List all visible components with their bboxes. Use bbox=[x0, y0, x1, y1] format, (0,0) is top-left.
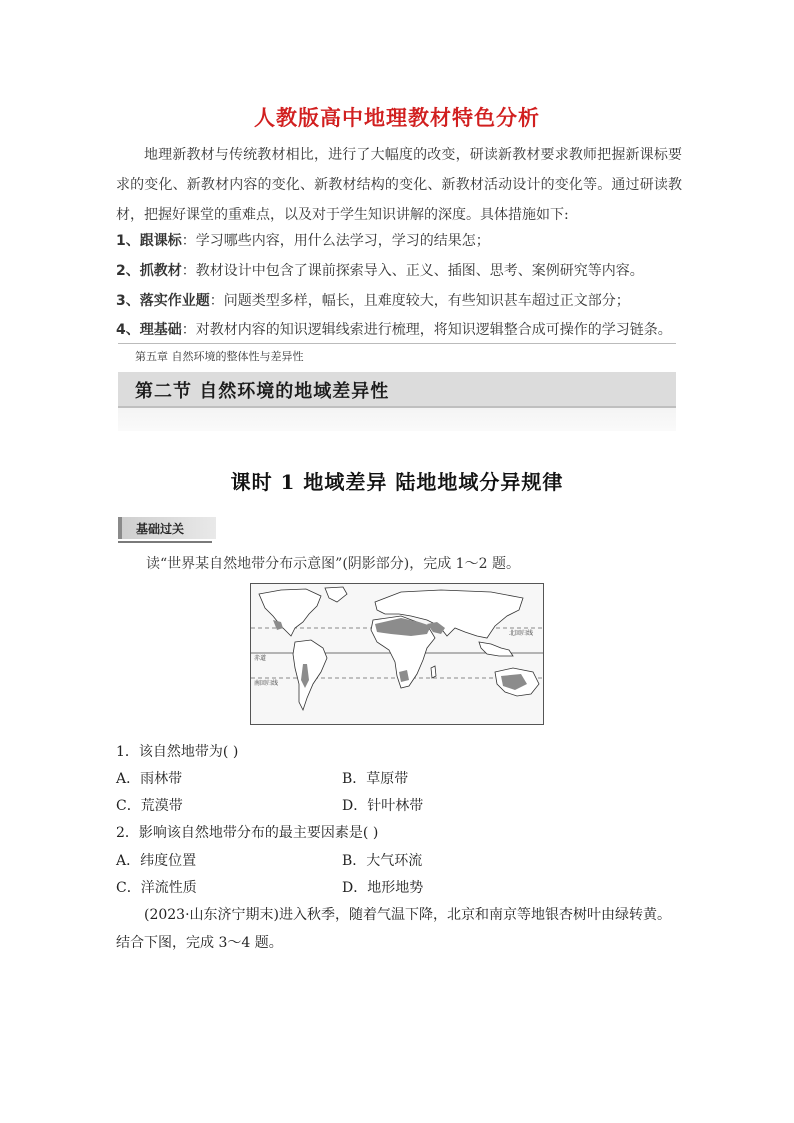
southeast-asia-shape bbox=[479, 642, 513, 656]
measure-text: ：教材设计中包含了课前探索导入、正义、插图、思考、案例研究等内容。 bbox=[181, 263, 644, 279]
option-item: D．针叶林带 bbox=[342, 798, 424, 814]
tropic-south-label: 南回归线 bbox=[254, 680, 279, 687]
measure-label: 2、抓教材 bbox=[116, 263, 182, 279]
measure-label: 3、落实作业题 bbox=[116, 293, 210, 309]
option-item: A．纬度位置 bbox=[116, 853, 197, 869]
measure-item bbox=[116, 290, 696, 310]
intro-paragraph: 地理新教材与传统教材相比，进行了大幅度的改变，研读新教材要求教师把握新课标要求的变化、新教材内容的变化、新教材结构的变化、新教材活动设计的变化等。通过研读教材，把握好课堂的重难点，以及对于学生知识讲解的深度。具体措施如下: bbox=[116, 147, 682, 223]
tag-label: 基础过关 bbox=[136, 522, 185, 536]
question-stem: 2．影响该自然地带分布的最主要因素是( ) bbox=[116, 825, 379, 841]
measure-item bbox=[116, 230, 696, 250]
lesson-title: 课时 1 地域差异 陆地地域分异规律 bbox=[230, 470, 564, 494]
option-item: B．草原带 bbox=[342, 771, 409, 787]
tropic-north-label: 北回归线 bbox=[509, 630, 534, 637]
greenland-shape bbox=[325, 587, 347, 602]
tag-underline bbox=[118, 541, 212, 543]
page-title: 人教版高中地理教材特色分析 bbox=[254, 106, 540, 130]
north-america-shape bbox=[259, 589, 321, 636]
chapter-label: 第五章 自然环境的整体性与差异性 bbox=[135, 350, 304, 363]
option-item: D．地形地势 bbox=[342, 880, 424, 896]
measure-item bbox=[116, 319, 696, 339]
world-map-figure bbox=[250, 583, 544, 725]
equator-label: 赤道 bbox=[254, 655, 267, 662]
option-item: B．大气环流 bbox=[342, 853, 423, 869]
option-item: A．雨林带 bbox=[116, 771, 183, 787]
measure-text: ：问题类型多样，幅长，且难度较大，有些知识甚车超过正文部分； bbox=[209, 293, 630, 309]
passage-text: (2023·山东济宁期末)进入秋季，随着气温下降，北京和南京等地银杏树叶由绿转黄。结合下图，完成 3～4 题。 bbox=[116, 907, 672, 951]
question-intro: 读“世界某自然地带分布示意图”(阴影部分)，完成 1～2 题。 bbox=[146, 556, 520, 572]
madagascar-shape bbox=[431, 666, 436, 678]
measure-item bbox=[116, 260, 696, 280]
measure-text: ：对教材内容的知识逻辑线索进行梳理，将知识逻辑整合成可操作的学习链条。 bbox=[181, 322, 672, 338]
chapter-rule bbox=[118, 343, 676, 344]
question-stem: 1．该自然地带为( ) bbox=[116, 744, 239, 760]
measure-label: 1、跟课标 bbox=[116, 233, 182, 249]
south-america-shape bbox=[293, 640, 327, 710]
section-tag bbox=[118, 517, 216, 539]
section-title: 第二节 自然环境的地域差异性 bbox=[135, 381, 390, 402]
measure-label: 4、理基础 bbox=[116, 322, 182, 338]
measure-text: ：学习哪些内容，用什么法学习，学习的结果怎； bbox=[181, 233, 490, 249]
option-item: C．洋流性质 bbox=[116, 880, 197, 896]
option-item: C．荒漠带 bbox=[116, 798, 183, 814]
world-map-svg bbox=[251, 584, 543, 724]
